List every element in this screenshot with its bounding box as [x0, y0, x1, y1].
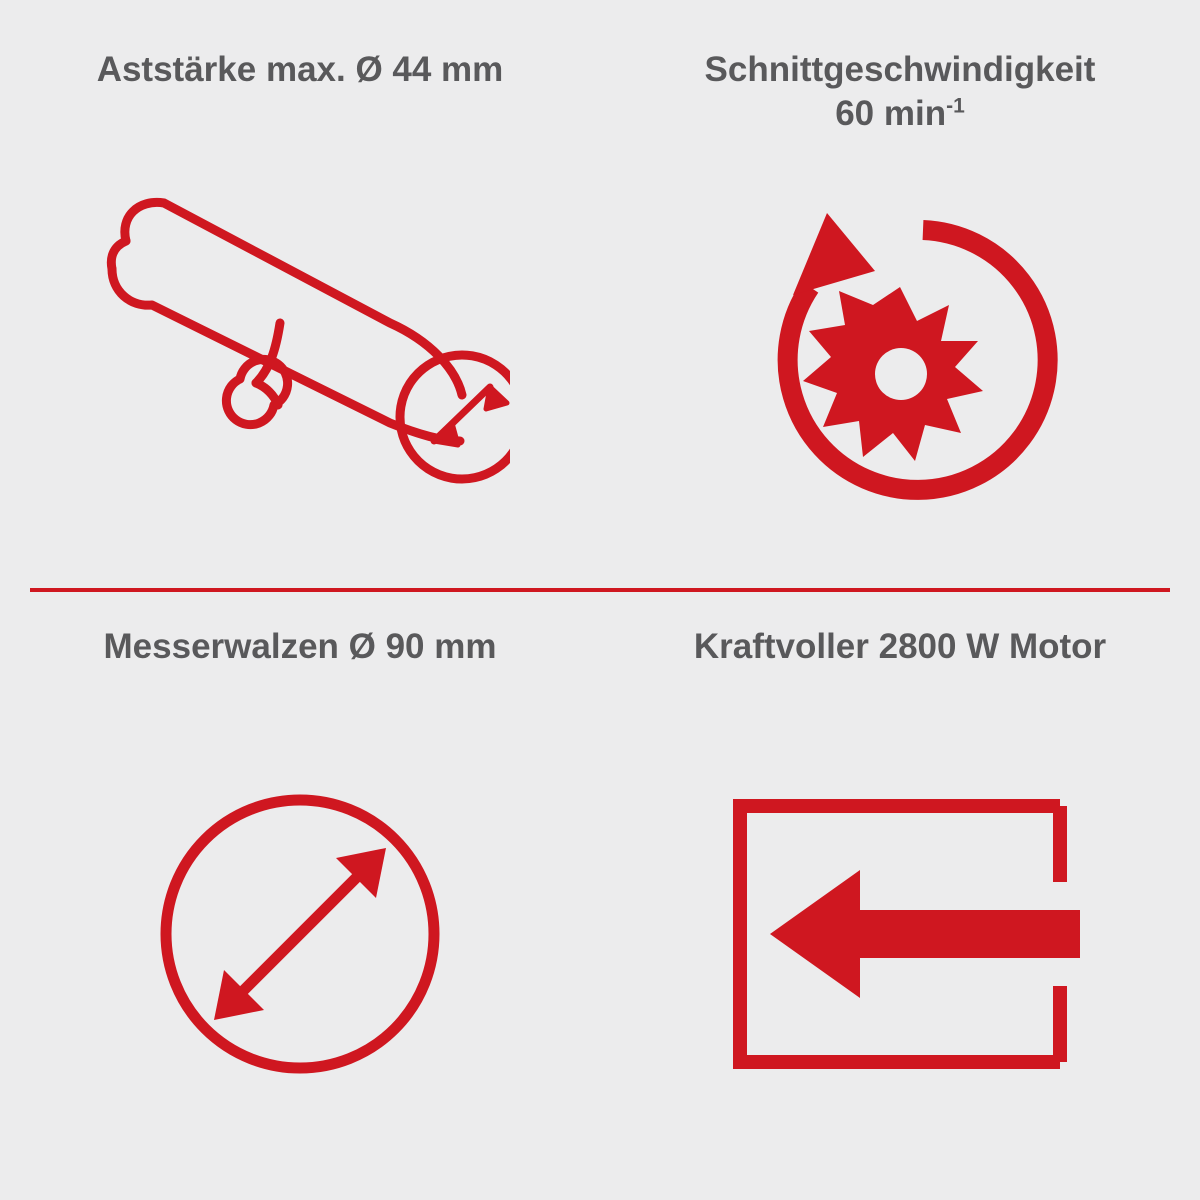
feature-caption: Aststärke max. Ø 44 mm: [96, 50, 504, 89]
feature-caption: Kraftvoller 2800 W Motor: [693, 627, 1107, 666]
feature-caption-line1: Schnittgeschwindigkeit: [704, 50, 1096, 89]
feature-caption: [600, 48, 1200, 136]
power-input-arrow-icon: [600, 669, 1200, 1200]
circle-diameter-icon: [0, 669, 600, 1200]
feature-caption: Messerwalzen Ø 90 mm: [103, 627, 497, 666]
feature-card-cutting-speed: [600, 0, 1200, 585]
feature-card-cutting-roller: [0, 585, 600, 1200]
branch-diameter-icon: [0, 92, 600, 585]
section-divider: [30, 588, 1170, 592]
feature-card-branch-thickness: [0, 0, 600, 585]
feature-card-motor-power: [600, 585, 1200, 1200]
rotating-blade-icon: [600, 136, 1200, 586]
feature-caption-superscript: -1: [946, 94, 965, 118]
feature-caption-line2: 60 min: [835, 93, 947, 133]
